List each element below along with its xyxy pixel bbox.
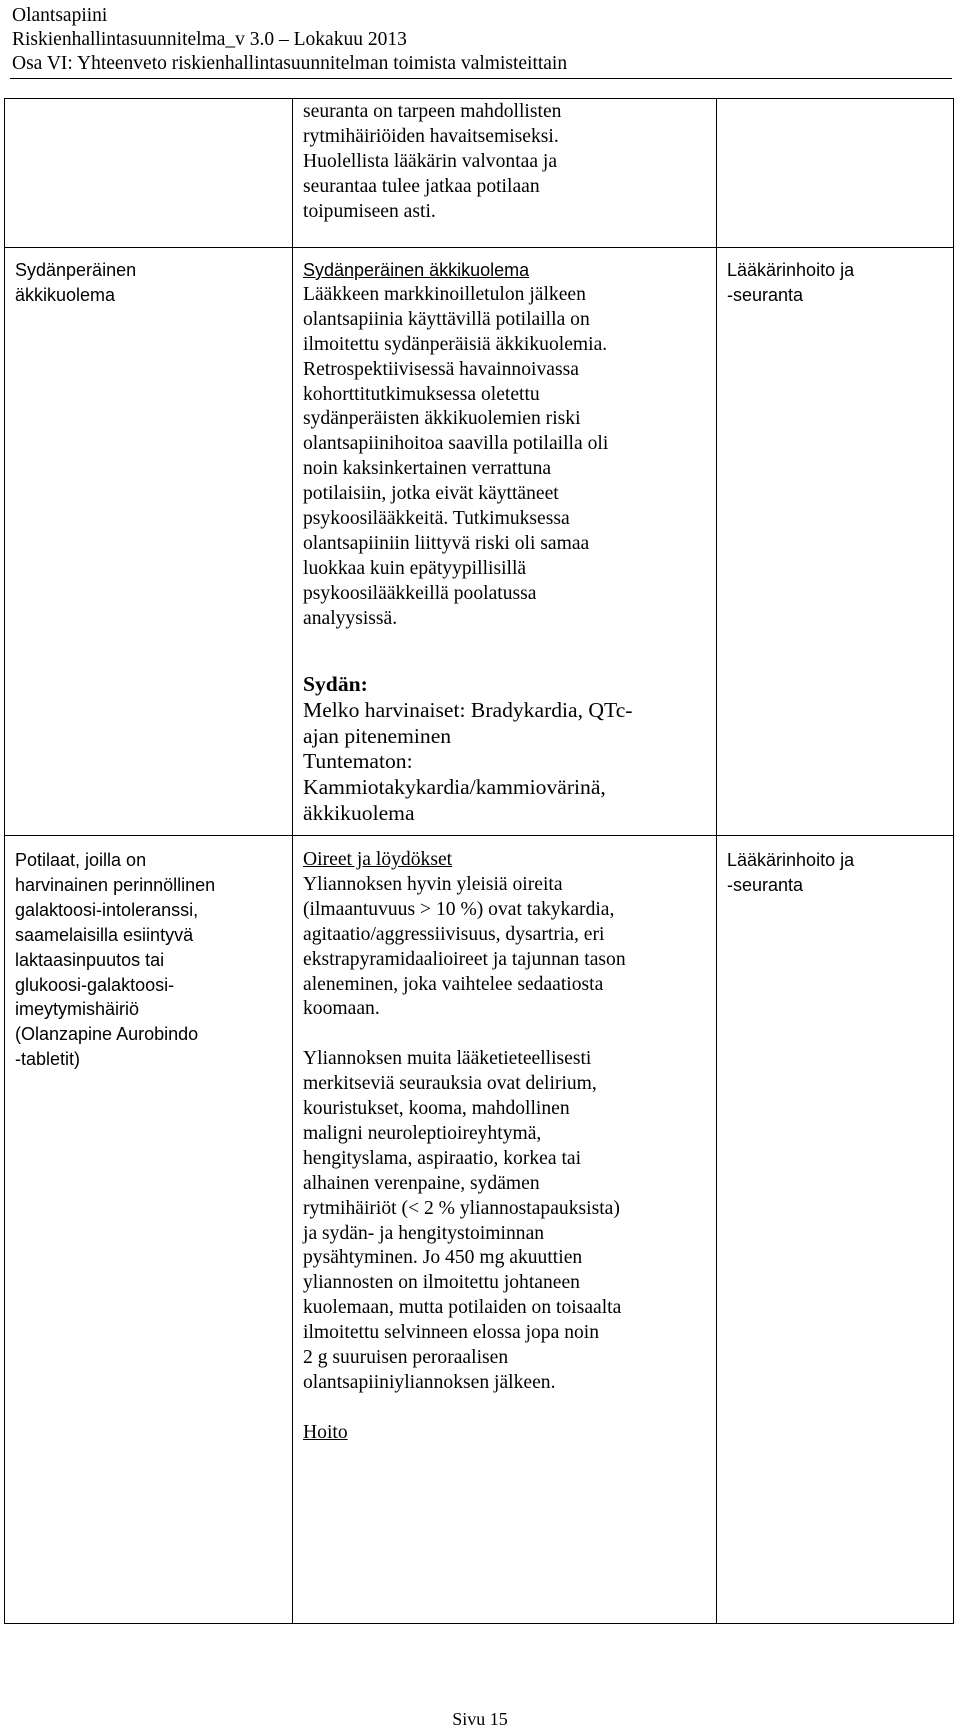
text-line: Lääkärinhoito ja: [727, 260, 855, 280]
text-line: 2 g suuruisen peroraalisen: [303, 1347, 509, 1369]
text-line: ilmoitettu sydänperäisiä äkkikuolemia.: [303, 333, 608, 355]
text-line: glukoosi-galaktoosi-: [15, 974, 175, 995]
text-line: saamelaisilla esiintyvä: [15, 924, 194, 945]
section-heading: Oireet ja löydökset: [303, 849, 453, 870]
text-line: toipumiseen asti.: [303, 200, 436, 222]
header-document-version: Riskienhallintasuunnitelma_v 3.0 – Lokakuu 2013: [12, 29, 407, 50]
row-divider-2: [4, 835, 954, 836]
text-line: psykoosilääkkeillä poolatussa: [303, 582, 537, 604]
text-line: pysähtyminen. Jo 450 mg akuuttien: [303, 1247, 583, 1269]
text-line: -seuranta: [727, 874, 804, 895]
text-line: äkkikuolema: [15, 284, 116, 305]
text-line: (Olanzapine Aurobindo: [15, 1024, 199, 1045]
document-header: [12, 4, 952, 76]
text-line: noin kaksinkertainen verrattuna: [303, 458, 552, 480]
text-line: kohorttitutkimuksessa oletettu: [303, 383, 540, 405]
text-line: laktaasinpuutos tai: [15, 949, 165, 970]
text-line: seurantaa tulee jatkaa potilaan: [303, 175, 540, 197]
section-heading: Hoito: [303, 1421, 348, 1443]
row2-col1: [15, 258, 295, 308]
text-line: Kammiotakykardia/kammiovärinä,: [303, 775, 606, 800]
text-line: kuolemaan, mutta potilaiden on toisaalta: [303, 1297, 622, 1319]
table-border-right: [953, 98, 954, 1624]
row2-col2-cardiac: [303, 672, 723, 827]
text-line: ilmoitettu selvinneen elossa jopa noin: [303, 1322, 600, 1344]
text-line: Sydänperäinen: [15, 260, 137, 280]
page-number: Sivu 15: [452, 1709, 508, 1729]
text-line: alhainen verenpaine, sydämen: [303, 1172, 540, 1194]
row3-col2: [303, 848, 723, 1446]
text-line: sydänperäisten äkkikuolemien riski: [303, 408, 581, 430]
text-line: rytmihäiriöt (< 2 % yliannostapauksista): [303, 1197, 620, 1219]
text-line: imeytymishäiriö: [15, 999, 140, 1020]
row1-col2: [303, 100, 723, 225]
text-line: Melko harvinaiset: Bradykardia, QTc-: [303, 697, 633, 722]
text-line: analyysissä.: [303, 607, 398, 629]
text-line: -tabletit): [15, 1049, 81, 1070]
row-divider-1: [4, 247, 954, 248]
text-line: ja sydän- ja hengitystoiminnan: [303, 1222, 545, 1244]
text-line: olantsapiinihoitoa saavilla potilailla oli: [303, 433, 609, 455]
subsection-heading: Sydän:: [303, 672, 368, 696]
text-line: aleneminen, joka vaihtelee sedaatiosta: [303, 973, 604, 995]
text-line: seuranta on tarpeen mahdollisten: [303, 101, 562, 122]
text-line: -seuranta: [727, 284, 804, 305]
text-line: rytmihäiriöiden havaitsemiseksi.: [303, 125, 559, 147]
text-line: Huolellista lääkärin valvontaa ja: [303, 150, 558, 172]
row2-col2: [303, 258, 723, 632]
text-line: agitaatio/aggressiivisuus, dysartria, eri: [303, 923, 605, 945]
risk-table: [4, 98, 954, 1624]
table-border-bottom: [4, 1623, 954, 1624]
text-line: ekstrapyramidaalioireet ja tajunnan tason: [303, 948, 626, 970]
row3-col1: [15, 848, 295, 1072]
text-line: maligni neuroleptioireyhtymä,: [303, 1122, 542, 1144]
text-line: Yliannoksen muita lääketieteellisesti: [303, 1048, 592, 1070]
text-line: olantsapiinia käyttävillä potilailla on: [303, 308, 590, 330]
text-line: harvinainen perinnöllinen: [15, 874, 216, 895]
text-line: potilaisiin, jotka eivät käyttäneet: [303, 483, 559, 505]
text-line: Yliannoksen hyvin yleisiä oireita: [303, 873, 563, 895]
header-product: Olantsapiini: [12, 5, 108, 26]
row2-col3: [727, 258, 947, 308]
text-line: olantsapiiniyliannoksen jälkeen.: [303, 1372, 556, 1394]
text-line: merkitseviä seurauksia ovat delirium,: [303, 1073, 597, 1095]
text-line: luokkaa kuin epätyypillisillä: [303, 557, 527, 579]
table-border-top: [4, 98, 954, 99]
header-section: Osa VI: Yhteenveto riskienhallintasuunnitelman toimista valmisteittain: [12, 53, 568, 74]
row3-col3: [727, 848, 947, 898]
text-line: yliannosten on ilmoitettu johtaneen: [303, 1272, 580, 1294]
text-line: olantsapiiniin liittyvä riski oli samaa: [303, 532, 590, 554]
text-line: (ilmaantuvuus > 10 %) ovat takykardia,: [303, 898, 615, 920]
text-line: kouristukset, kooma, mahdollinen: [303, 1098, 570, 1120]
text-line: psykoosilääkkeitä. Tutkimuksessa: [303, 508, 570, 530]
table-border-left: [4, 98, 5, 1624]
text-line: Lääkärinhoito ja: [727, 850, 855, 870]
text-line: galaktoosi-intoleranssi,: [15, 899, 199, 920]
text-line: hengityslama, aspiraatio, korkea tai: [303, 1147, 582, 1169]
text-line: Tuntematon:: [303, 749, 413, 774]
text-line: ajan piteneminen: [303, 723, 452, 748]
text-line: koomaan.: [303, 998, 380, 1020]
text-line: Lääkkeen markkinoilletulon jälkeen: [303, 283, 586, 305]
text-line: Retrospektiivisessä havainnoivassa: [303, 358, 579, 380]
text-line: äkkikuolema: [303, 800, 415, 825]
text-line: Potilaat, joilla on: [15, 850, 147, 870]
header-rule: [10, 78, 952, 79]
section-heading: Sydänperäinen äkkikuolema: [303, 260, 530, 280]
